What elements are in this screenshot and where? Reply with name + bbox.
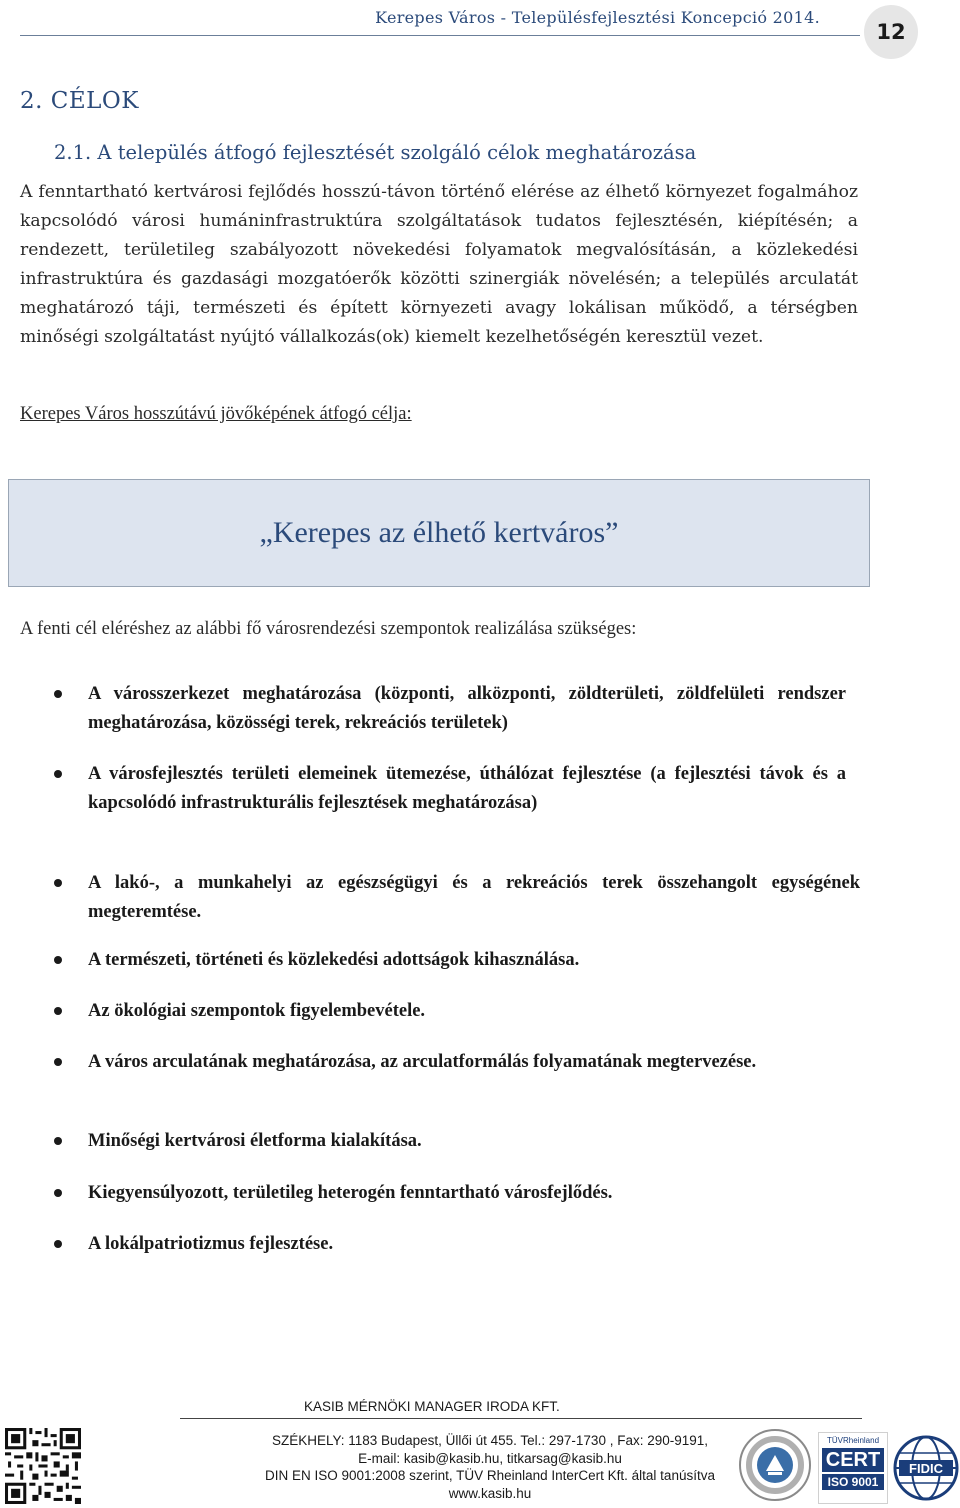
cert-standard: ISO 9001 [822, 1474, 884, 1490]
footer-rule [180, 1418, 862, 1419]
goal-item: Kiegyensúlyozott, területileg heterogén fenntartható városfejlődés. [88, 1183, 613, 1203]
tuv-cert-logo [818, 1432, 888, 1504]
bullet-icon [54, 956, 62, 964]
bullet-icon [54, 690, 62, 698]
goal-item: Az ökológiai szempontok figyelembevétele. [88, 1001, 426, 1021]
lead-sentence: A fenti cél eléréshez az alábbi fő városrendezési szempontok realizálása szükséges: [20, 619, 637, 639]
bullet-icon [54, 770, 62, 778]
footer-contact [150, 1432, 830, 1502]
goal-item: A városszerkezet meghatározása (központi, alközponti, zöldterületi, zöldfelületi rendszer meghatározása, közösségi terek, rekreációs területek) [88, 684, 846, 733]
page-number-badge: 12 [864, 5, 918, 59]
bullet-icon [54, 1240, 62, 1248]
footer-email: E-mail: kasib@kasib.hu, titkarsag@kasib.hu [358, 1450, 622, 1466]
subsection-title: 2.1. A település átfogó fejlesztését szolgáló célok meghatározása [54, 141, 697, 164]
cert-brand: TÜVRheinland [826, 1436, 880, 1445]
goal-item: A város arculatának meghatározása, az arculatformálás folyamatának megtervezése. [88, 1052, 757, 1072]
bullet-icon [54, 1137, 62, 1145]
cert-word: CERT [822, 1448, 884, 1472]
section-title: 2. CÉLOK [20, 88, 139, 114]
svg-text:FIDIC: FIDIC [909, 1461, 943, 1476]
bullet-icon [54, 1007, 62, 1015]
bullet-icon [54, 1058, 62, 1066]
goal-item: A lokálpatriotizmus fejlesztése. [88, 1234, 334, 1254]
bullet-icon [54, 1189, 62, 1197]
qr-code-icon [5, 1428, 81, 1504]
header-title: Kerepes Város - Településfejlesztési Koncepció 2014. [375, 8, 820, 27]
goal-item: A lakó-, a munkahelyi az egészségügyi és a rekreációs terek összehangolt egységének megteremtése. [88, 873, 860, 922]
intro-paragraph: A fenntartható kertvárosi fejlődés hosszú-távon történő elérése az élhető környezet fogalmához kapcsolódó városi humáninfrastruktúra szolgáltatások tudatos fejlesztésén, kiépítésén; a rendezett, területileg szabályozott növekedési folyamatok megvalósításán, a közlekedési infrastruktúra és gazdasági mozgatóerők közötti szinergiák növelésén; a település arculatát meghatározó táji, természeti és épített környezeti avagy lokálisan működő, a térségben minőségi szolgáltatást nyújtó vállalkozás(ok) kiemelt kezelhetőségén keresztül vezet. [20, 182, 858, 347]
vision-label: Kerepes Város hosszútávú jövőképének átfogó célja: [20, 404, 412, 424]
footer-company: KASIB MÉRNÖKI MANAGER IRODA KFT. [304, 1399, 560, 1414]
bullet-icon [54, 879, 62, 887]
footer-iso: DIN EN ISO 9001:2008 szerint, TÜV Rheinland InterCert Kft. által tanúsítva [265, 1468, 715, 1483]
goal-item: A városfejlesztés területi elemeinek ütemezése, úthálózat fejlesztése (a fejlesztési távok és a kapcsolódó infrastrukturális fejlesztések meghatározása) [88, 764, 846, 813]
footer-address: SZÉKHELY: 1183 Budapest, Üllői út 455. Tel.: 297-1730 , Fax: 290-9191, [271, 1433, 709, 1448]
tuv-seal-icon [738, 1428, 812, 1502]
vision-box [8, 479, 870, 587]
goal-item: Minőségi kertvárosi életforma kialakítása. [88, 1131, 422, 1151]
header-rule [20, 35, 860, 36]
goal-item: A természeti, történeti és közlekedési adottságok kihasználása. [88, 950, 580, 970]
page-header [20, 6, 920, 36]
footer-website: www.kasib.hu [448, 1485, 532, 1501]
vision-statement: „Kerepes az élhető kertváros” [259, 516, 619, 549]
fidic-logo-icon [893, 1433, 959, 1503]
